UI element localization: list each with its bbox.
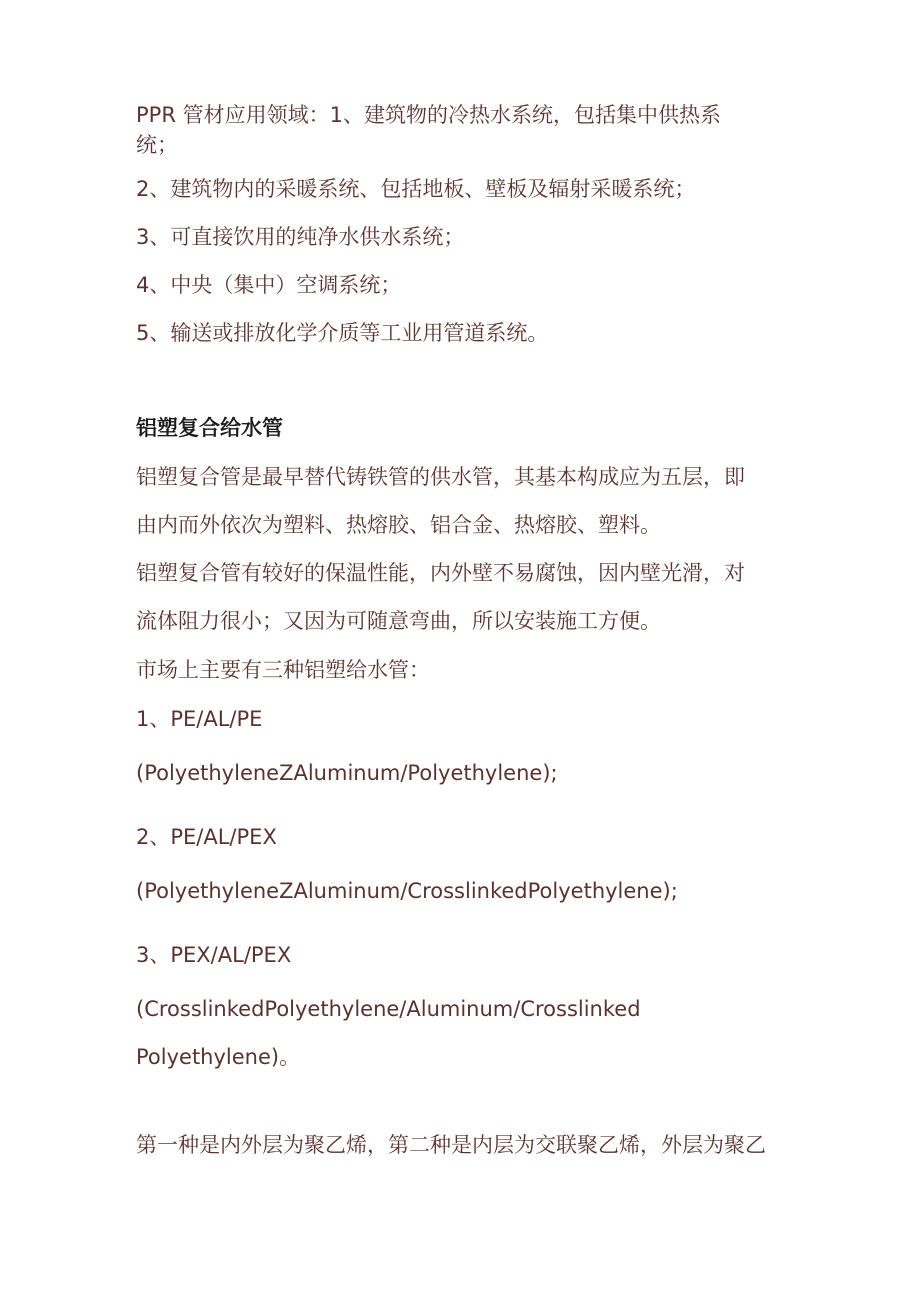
section-heading: 铝塑复合给水管 — [136, 416, 283, 440]
market-intro: 市场上主要有三种铝塑给水管： — [136, 658, 430, 682]
type-2-description: (PolyethyleneZAluminum/CrosslinkedPolyethylene); — [136, 879, 678, 903]
summary-line: 第一种是内外层为聚乙烯，第二种是内层为交联聚乙烯，外层为聚乙 — [136, 1133, 766, 1157]
type-3-description-line-1: (CrosslinkedPolyethylene/Aluminum/Crosslinked — [136, 997, 641, 1021]
ppr-item-4: 4、中央（集中）空调系统； — [136, 273, 402, 297]
para1-line-1: 铝塑复合管是最早替代铸铁管的供水管，其基本构成应为五层，即 — [136, 465, 745, 489]
ppr-intro-line-1: PPR 管材应用领域：1、建筑物的冷热水系统，包括集中供热系 — [136, 103, 721, 127]
type-3-code: 3、PEX/AL/PEX — [136, 943, 292, 967]
para2-line-2: 流体阻力很小；又因为可随意弯曲，所以安装施工方便。 — [136, 609, 661, 633]
type-1-code: 1、PE/AL/PE — [136, 707, 263, 731]
type-2-code: 2、PE/AL/PEX — [136, 825, 277, 849]
ppr-item-5: 5、输送或排放化学介质等工业用管道系统。 — [136, 321, 549, 345]
para1-line-2: 由内而外依次为塑料、热熔胶、铝合金、热熔胶、塑料。 — [136, 513, 661, 537]
ppr-item-2: 2、建筑物内的采暖系统、包括地板、壁板及辐射采暖系统； — [136, 177, 696, 201]
type-3-description-line-2: Polyethylene)。 — [136, 1045, 301, 1069]
type-1-description: (PolyethyleneZAluminum/Polyethylene); — [136, 761, 558, 785]
ppr-item-3: 3、可直接饮用的纯净水供水系统； — [136, 225, 465, 249]
ppr-intro-line-2: 统； — [136, 133, 178, 157]
para2-line-1: 铝塑复合管有较好的保温性能，内外壁不易腐蚀，因内壁光滑，对 — [136, 561, 745, 585]
